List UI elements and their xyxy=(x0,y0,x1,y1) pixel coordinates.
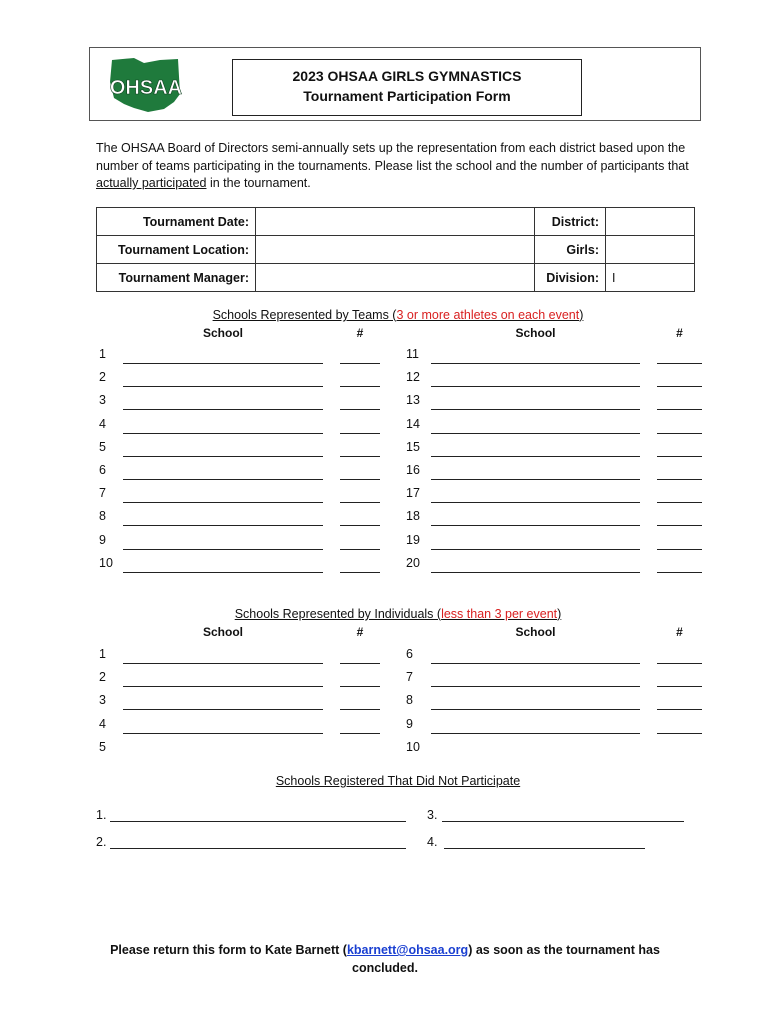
tournament-date-label: Tournament Date: xyxy=(97,208,256,236)
count-line-left[interactable] xyxy=(340,663,380,664)
row-number-right: 11 xyxy=(406,347,419,361)
school-line-right[interactable] xyxy=(431,363,640,364)
school-line-right[interactable] xyxy=(431,456,640,457)
row-number-left: 4 xyxy=(99,716,106,731)
tournament-date-field[interactable] xyxy=(256,208,535,236)
not-participated-num-1: 1. xyxy=(96,808,107,822)
row-number-left: 1 xyxy=(99,647,106,661)
count-line-right[interactable] xyxy=(657,502,702,503)
not-participated-title: Schools Registered That Did Not Participate xyxy=(275,774,521,788)
school-line-left[interactable] xyxy=(123,549,323,550)
count-line-right[interactable] xyxy=(657,525,702,526)
count-line-left[interactable] xyxy=(340,409,380,410)
school-line-left[interactable] xyxy=(123,525,323,526)
individuals-count-header-left: # xyxy=(356,625,364,639)
not-participated-num-3: 3. xyxy=(427,808,438,822)
count-line-right[interactable] xyxy=(657,572,702,573)
division-field[interactable]: I xyxy=(606,264,695,292)
row-number-right: 18 xyxy=(406,509,420,524)
school-line-right[interactable] xyxy=(431,525,640,526)
count-line-left[interactable] xyxy=(340,686,380,687)
teams-school-header-right: School xyxy=(515,326,556,340)
school-line-left[interactable] xyxy=(123,709,323,710)
row-number-left: 5 xyxy=(99,739,106,754)
count-line-right[interactable] xyxy=(657,386,702,387)
title-box xyxy=(232,59,582,116)
individuals-school-header-right: School xyxy=(515,625,556,639)
school-line-left[interactable] xyxy=(123,409,323,410)
row-number-right: 12 xyxy=(406,370,420,385)
school-line-right[interactable] xyxy=(431,502,640,503)
girls-field[interactable] xyxy=(606,236,695,264)
row-number-right: 13 xyxy=(406,393,420,408)
school-line-left[interactable] xyxy=(123,433,323,434)
not-participated-num-4: 4. xyxy=(427,835,438,849)
school-line-right[interactable] xyxy=(431,733,640,734)
row-number-left: 6 xyxy=(99,463,106,477)
row-number-right: 8 xyxy=(406,693,413,708)
school-line-right[interactable] xyxy=(431,549,640,550)
count-line-right[interactable] xyxy=(657,363,702,364)
intro-text-end: in the tournament. xyxy=(206,176,311,190)
tournament-manager-field[interactable] xyxy=(256,264,535,292)
row-number-left: 10 xyxy=(99,555,113,570)
footer-note: Please return this form to Kate Barnett (kbarnett@ohsaa.org) as soon as the tournament has concluded. xyxy=(110,943,660,975)
school-line-left[interactable] xyxy=(123,363,323,364)
count-line-left[interactable] xyxy=(340,479,380,480)
count-line-left[interactable] xyxy=(340,433,380,434)
row-number-right: 6 xyxy=(406,647,413,661)
count-line-right[interactable] xyxy=(657,409,702,410)
count-line-right[interactable] xyxy=(657,479,702,480)
count-line-right[interactable] xyxy=(657,549,702,550)
school-line-right[interactable] xyxy=(431,479,640,480)
not-participated-line-2[interactable] xyxy=(110,848,406,849)
girls-label: Girls: xyxy=(535,236,606,264)
school-line-right[interactable] xyxy=(431,572,640,573)
teams-section-title: Schools Represented by Teams (3 or more athletes on each event) xyxy=(212,308,584,322)
teams-count-header-left: # xyxy=(356,326,364,340)
district-label: District: xyxy=(535,208,606,236)
intro-text: The OHSAA Board of Directors semi-annually sets up the representation from each district based upon the number of teams participating in the tournaments. Please list the school and the number of participants that xyxy=(96,141,689,173)
row-number-right: 17 xyxy=(406,486,420,501)
school-line-left[interactable] xyxy=(123,733,323,734)
count-line-left[interactable] xyxy=(340,733,380,734)
school-line-right[interactable] xyxy=(431,686,640,687)
individuals-school-header-left: School xyxy=(202,625,243,639)
row-number-right: 10 xyxy=(406,739,420,754)
count-line-right[interactable] xyxy=(657,733,702,734)
row-number-right: 9 xyxy=(406,716,413,731)
row-number-left: 9 xyxy=(99,532,106,547)
school-line-left[interactable] xyxy=(123,686,323,687)
row-number-left: 3 xyxy=(99,693,106,708)
row-number-right: 15 xyxy=(406,439,420,454)
school-line-right[interactable] xyxy=(431,409,640,410)
row-number-right: 7 xyxy=(406,670,413,685)
form-title: 2023 OHSAA GIRLS GYMNASTICS xyxy=(292,68,522,84)
school-line-right[interactable] xyxy=(431,386,640,387)
count-line-left[interactable] xyxy=(340,709,380,710)
tournament-location-label: Tournament Location: xyxy=(97,236,256,264)
intro-underlined: actually participated xyxy=(96,176,207,190)
count-line-right[interactable] xyxy=(657,686,702,687)
row-number-right: 20 xyxy=(406,555,420,570)
logo-text: OHSAA xyxy=(109,77,183,99)
row-number-left: 4 xyxy=(99,416,106,431)
tournament-info-table xyxy=(96,207,695,292)
teams-school-header-left: School xyxy=(202,326,243,340)
intro-paragraph xyxy=(96,140,700,193)
count-line-left[interactable] xyxy=(340,572,380,573)
count-line-left[interactable] xyxy=(340,525,380,526)
school-line-right[interactable] xyxy=(431,709,640,710)
count-line-right[interactable] xyxy=(657,433,702,434)
count-line-left[interactable] xyxy=(340,386,380,387)
row-number-right: 14 xyxy=(406,416,420,431)
count-line-right[interactable] xyxy=(657,709,702,710)
row-number-left: 1 xyxy=(99,347,106,361)
school-line-left[interactable] xyxy=(123,479,323,480)
email-link[interactable]: kbarnett@ohsaa.org xyxy=(346,943,469,957)
district-field[interactable] xyxy=(606,208,695,236)
row-number-right: 19 xyxy=(406,532,420,547)
school-line-left[interactable] xyxy=(123,502,323,503)
row-number-left: 7 xyxy=(99,486,106,501)
teams-count-header-right: # xyxy=(676,326,683,340)
not-participated-line-3[interactable] xyxy=(442,821,684,822)
not-participated-line-4[interactable] xyxy=(444,848,645,849)
school-line-left[interactable] xyxy=(123,663,323,664)
not-participated-num-2: 2. xyxy=(96,835,107,849)
tournament-location-field[interactable] xyxy=(256,236,535,264)
school-line-right[interactable] xyxy=(431,433,640,434)
school-line-left[interactable] xyxy=(123,572,323,573)
school-line-left[interactable] xyxy=(123,456,323,457)
row-number-left: 2 xyxy=(99,370,106,385)
individuals-count-header-right: # xyxy=(676,625,683,639)
row-number-left: 2 xyxy=(99,670,106,685)
count-line-left[interactable] xyxy=(340,502,380,503)
ohsaa-logo xyxy=(104,54,188,114)
division-label: Division: xyxy=(535,264,606,292)
count-line-right[interactable] xyxy=(657,663,702,664)
row-number-left: 5 xyxy=(99,439,106,454)
row-number-right: 16 xyxy=(406,463,420,477)
tournament-manager-label: Tournament Manager: xyxy=(97,264,256,292)
count-line-left[interactable] xyxy=(340,549,380,550)
not-participated-line-1[interactable] xyxy=(110,821,406,822)
row-number-left: 3 xyxy=(99,393,106,408)
form-subtitle: Tournament Participation Form xyxy=(303,88,511,104)
individuals-section-title: Schools Represented by Individuals (less than 3 per event) xyxy=(234,607,562,621)
count-line-left[interactable] xyxy=(340,456,380,457)
school-line-left[interactable] xyxy=(123,386,323,387)
count-line-left[interactable] xyxy=(340,363,380,364)
row-number-left: 8 xyxy=(99,509,106,524)
count-line-right[interactable] xyxy=(657,456,702,457)
school-line-right[interactable] xyxy=(431,663,640,664)
